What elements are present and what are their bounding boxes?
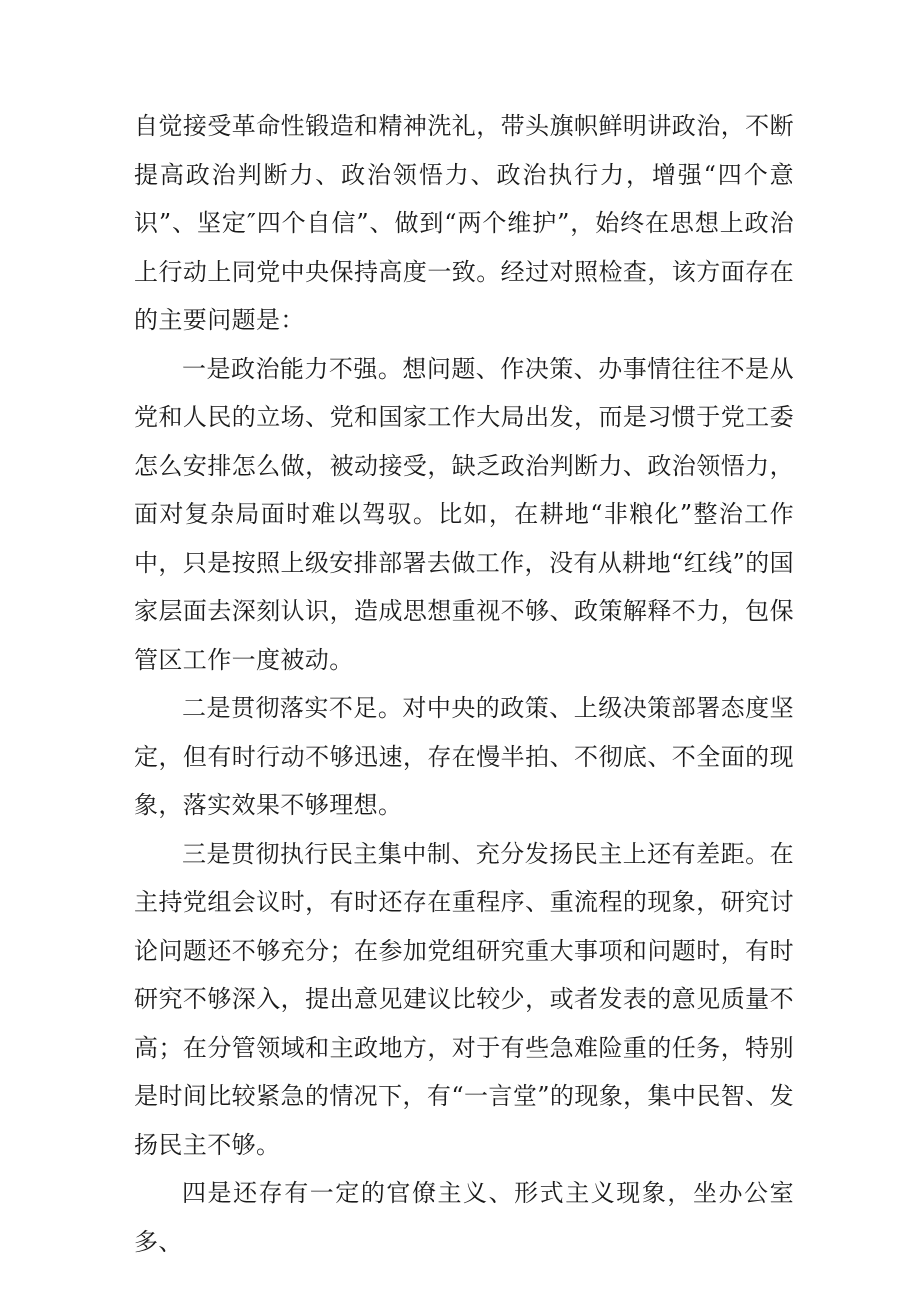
document-page [134,102,794,1266]
paragraph-point-four: 四是还存有一定的官僚主义、形式主义现象，坐办公室多、 [134,1179,794,1256]
paragraph-point-three: 三是贯彻执行民主集中制、充分发扬民主上还有差距。在主持党组会议时，有时还存在重程序、重流程的现象，研究讨论问题还不够充分；在参加党组研究重大事项和问题时，有时研究不够深入，提出意见建议比较少，或者发表的意见质量不高；在分管领域和主政地方，对于有些急难险重的任务，特别是时间比较紧急的情况下，有“一言堂”的现象，集中民智、发扬民主不够。 [134,839,794,1159]
paragraph-point-one: 一是政治能力不强。想问题、作决策、办事情往往不是从党和人民的立场、党和国家工作大局出发，而是习惯于党工委怎么安排怎么做，被动接受，缺乏政治判断力、政治领悟力，面对复杂局面时难以驾驭。比如，在耕地“非粮化”整治工作中，只是按照上级安排部署去做工作，没有从耕地“红线”的国家层面去深刻认识，造成思想重视不够、政策解释不力，包保管区工作一度被动。 [134,354,794,674]
paragraph-point-two: 二是贯彻落实不足。对中央的政策、上级决策部署态度坚定，但有时行动不够迅速，存在慢半拍、不彻底、不全面的现象，落实效果不够理想。 [134,694,794,819]
paragraph-intro: 自觉接受革命性锻造和精神洗礼，带头旗帜鲜明讲政治，不断提高政治判断力、政治领悟力、政治执行力，增强“四个意识”、坚定″四个自信”、做到“两个维护”，始终在思想上政治上行动上同党中央保持高度一致。经过对照检查，该方面存在的主要问题是： [134,112,794,334]
